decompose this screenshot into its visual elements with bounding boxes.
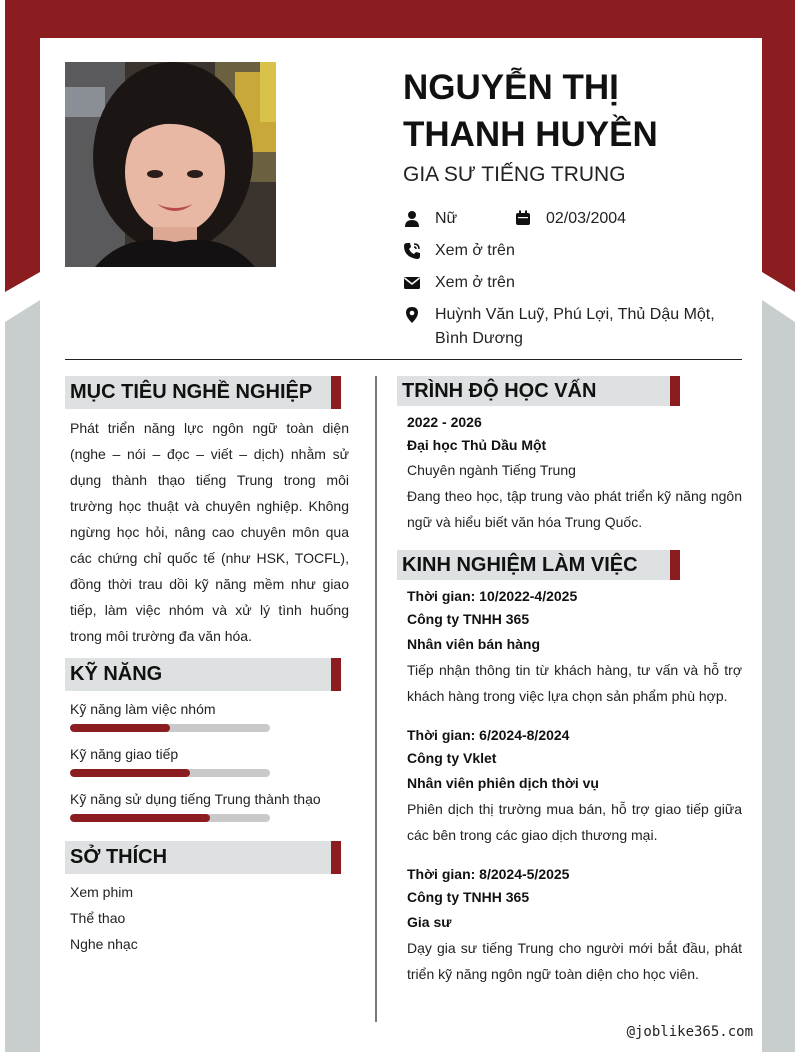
column-divider xyxy=(375,376,377,1022)
education-major: Chuyên ngành Tiếng Trung xyxy=(407,462,576,478)
email-value: Xem ở trên xyxy=(435,274,515,291)
experience-company: Công ty TNHH 365 xyxy=(407,611,530,627)
person-icon xyxy=(403,210,421,228)
right-gray-band xyxy=(762,300,795,1052)
heading-accent-tab xyxy=(331,658,341,691)
objective-text: Phát triển năng lực ngôn ngữ toàn diện (nghe – nói – đọc – viết – dịch) nhằm sử dụng thành thạo tiếng Trung trong môi trường học thuật và chuyên nghiệp. Không ngừng học hỏi, nâng cao chuyên môn qua các chứng chỉ quốc tế (như HSK, TOCFL), đồng thời trau dồi kỹ năng mềm như giao tiếp, làm việc nhóm và xử lý tình huống trong môi trường đa văn hóa. xyxy=(70,420,349,644)
hobby-item: Xem phim xyxy=(70,884,134,900)
address-value: Huỳnh Văn Luỹ, Phú Lợi, Thủ Dậu Một, Bình Dương xyxy=(435,306,715,347)
profile-photo xyxy=(65,62,276,267)
education-heading-text: TRÌNH ĐỘ HỌC VẤN xyxy=(402,379,597,402)
email-row xyxy=(403,271,515,295)
skill-label: Kỹ năng sử dụng tiếng Trung thành thạo xyxy=(70,791,321,807)
job-title: GIA SƯ TIẾNG TRUNG xyxy=(403,163,626,186)
left-gray-band xyxy=(5,300,40,1052)
dob-value: 02/03/2004 xyxy=(546,210,627,227)
skills-heading xyxy=(65,658,341,691)
experience-heading-text: KINH NGHIỆM LÀM VIỆC xyxy=(402,553,638,576)
experience-company: Công ty Vklet xyxy=(407,750,497,766)
education-heading xyxy=(397,376,680,406)
skill-label: Kỹ năng giao tiếp xyxy=(70,746,179,762)
experience-time: Thời gian: 10/2022-4/2025 xyxy=(407,588,578,604)
header-divider xyxy=(65,359,742,360)
skill-bar xyxy=(70,724,270,732)
address-row xyxy=(403,303,735,351)
experience-description: Tiếp nhận thông tin từ khách hàng, tư vấn và hỗ trợ khách hàng trong việc lựa chọn sản phẩm phù hợp. xyxy=(407,662,742,704)
calendar-icon xyxy=(515,210,531,226)
footer-handle: @joblike365.com xyxy=(626,1024,753,1040)
heading-accent-tab xyxy=(331,841,341,874)
name-line-1: NGUYỄN THỊ xyxy=(403,68,619,107)
skill-label: Kỹ năng làm việc nhóm xyxy=(70,701,216,717)
objective-heading xyxy=(65,376,341,409)
skill-bar-fill xyxy=(70,814,210,822)
full-name xyxy=(403,64,753,158)
education-school: Đại học Thủ Dầu Một xyxy=(407,437,547,453)
skill-bar-fill xyxy=(70,724,170,732)
hobby-item: Thể thao xyxy=(70,910,126,926)
experience-company: Công ty TNHH 365 xyxy=(407,889,530,905)
portrait-illustration xyxy=(65,62,276,267)
heading-accent-tab xyxy=(331,376,341,409)
experience-time: Thời gian: 6/2024-8/2024 xyxy=(407,727,570,743)
phone-row xyxy=(403,239,515,263)
location-pin-icon xyxy=(403,306,421,324)
experience-role: Gia sư xyxy=(407,914,452,930)
objective-heading-text: MỤC TIÊU NGHỀ NGHIỆP xyxy=(70,381,313,403)
education-description: Đang theo học, tập trung vào phát triển kỹ năng ngôn ngữ và hiểu biết văn hóa Trung Quốc. xyxy=(407,488,742,530)
skill-bar-fill xyxy=(70,769,190,777)
experience-role: Nhân viên bán hàng xyxy=(407,636,541,652)
experience-description: Dạy gia sư tiếng Trung cho người mới bắt đầu, phát triển kỹ năng ngôn ngữ toàn diện cho học viên. xyxy=(407,940,742,982)
skills-heading-text: KỸ NĂNG xyxy=(70,663,163,685)
education-years: 2022 - 2026 xyxy=(407,414,482,430)
hobby-item: Nghe nhạc xyxy=(70,936,138,952)
gender-row xyxy=(403,207,457,231)
name-line-2: THANH HUYỀN xyxy=(403,115,658,154)
experience-description: Phiên dịch thị trường mua bán, hỗ trợ giao tiếp giữa các bên trong các giao dịch thương mại. xyxy=(407,801,742,843)
hobbies-heading xyxy=(65,841,341,874)
experience-time: Thời gian: 8/2024-5/2025 xyxy=(407,866,570,882)
heading-accent-tab xyxy=(670,376,680,406)
experience-role: Nhân viên phiên dịch thời vụ xyxy=(407,775,599,791)
skill-bar xyxy=(70,814,270,822)
envelope-icon xyxy=(403,274,421,292)
dob-row xyxy=(515,207,626,231)
hobbies-heading-text: SỞ THÍCH xyxy=(70,846,168,868)
experience-heading xyxy=(397,550,680,580)
skill-bar xyxy=(70,769,270,777)
phone-value: Xem ở trên xyxy=(435,242,515,259)
phone-icon xyxy=(403,242,421,260)
gender-value: Nữ xyxy=(435,210,458,227)
heading-accent-tab xyxy=(670,550,680,580)
